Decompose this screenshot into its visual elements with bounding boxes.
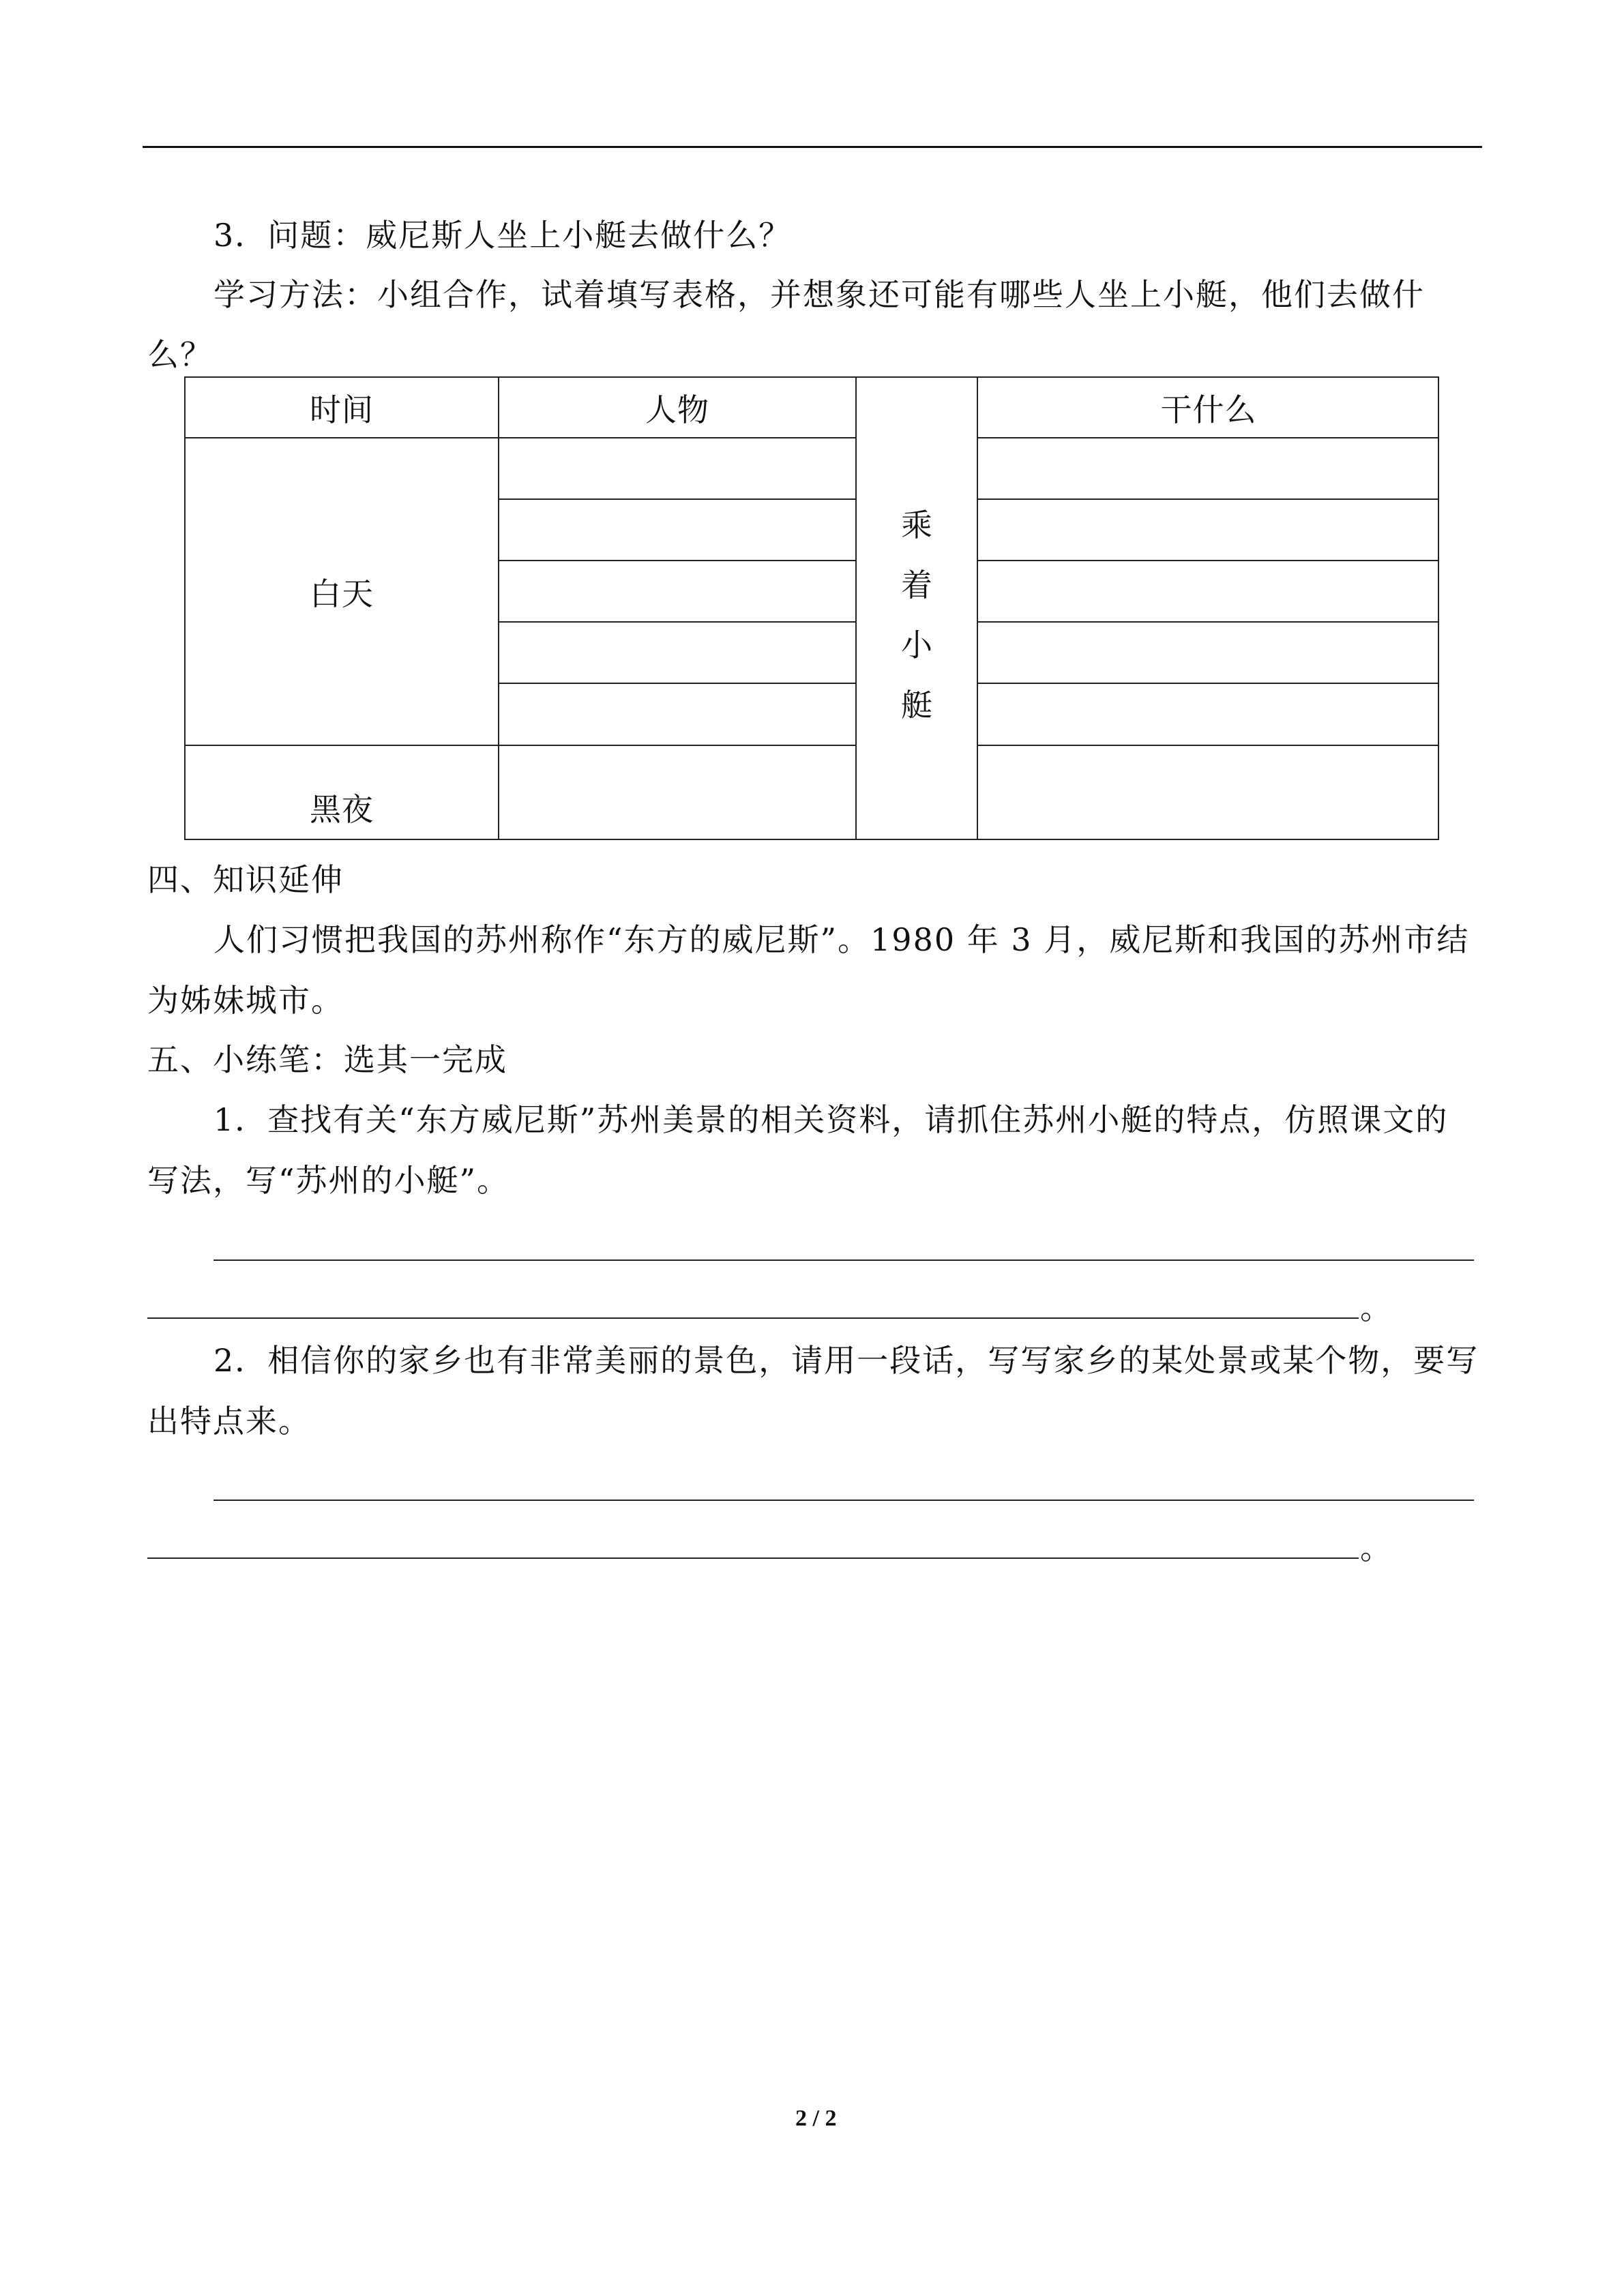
header-time: 时间: [310, 391, 374, 428]
table-vline: [977, 376, 978, 840]
table-hline: [977, 498, 1439, 500]
study-method-line1: 学习方法：小组合作，试着填写表格，并想象还可能有哪些人坐上小艇，他们去做什: [213, 276, 1425, 313]
header-rule: [143, 146, 1482, 148]
header-what: 干什么: [1160, 391, 1257, 428]
answer-line[interactable]: [147, 1317, 1359, 1319]
table-hline: [498, 621, 857, 623]
table-hline: [977, 560, 1439, 561]
answer-line[interactable]: [213, 1500, 1474, 1501]
middle-char: 艇: [901, 687, 932, 724]
table-hline: [977, 683, 1439, 684]
table-vline: [498, 376, 499, 840]
answer-line[interactable]: [147, 1557, 1359, 1559]
question-3: 3．问题：威尼斯人坐上小艇去做什么？: [213, 217, 792, 254]
header-person: 人物: [645, 391, 709, 428]
section-four-line2: 为姊妹城市。: [147, 982, 344, 1019]
study-method-line2: 么？: [147, 336, 213, 373]
section-four-heading: 四、知识延伸: [147, 861, 344, 898]
middle-char: 乘: [901, 507, 932, 543]
row-label-night: 黑夜: [310, 791, 374, 828]
task-1-line2: 写法，写“苏州的小艇”。: [147, 1162, 510, 1199]
task-2-line1: 2．相信你的家乡也有非常美丽的景色，请用一段话，写写家乡的某处景或某个物，要写: [213, 1342, 1479, 1379]
row-label-day: 白天: [310, 575, 374, 612]
middle-column-text: [857, 376, 977, 840]
section-four-line1: 人们习惯把我国的苏州称作“东方的威尼斯”。1980 年 3 月，威尼斯和我国的苏州市结: [213, 921, 1470, 958]
table-hline: [977, 437, 1439, 438]
table-hline: [498, 560, 857, 561]
answer-line[interactable]: [213, 1259, 1474, 1261]
task-2-line2: 出特点来。: [147, 1403, 311, 1440]
table-hline: [977, 745, 1439, 746]
table-hline: [977, 621, 1439, 623]
table-hline: [498, 683, 857, 684]
section-five-heading: 五、小练笔：选其一完成: [147, 1041, 507, 1078]
middle-char: 着: [901, 567, 932, 603]
period-mark: 。: [1360, 1289, 1393, 1326]
period-mark: 。: [1360, 1530, 1393, 1566]
page-number: 2 / 2: [795, 2106, 837, 2131]
table-hline: [498, 498, 857, 500]
middle-char: 小: [901, 627, 932, 664]
task-1-line1: 1．查找有关“东方威尼斯”苏州美景的相关资料，请抓住苏州小艇的特点，仿照课文的: [213, 1101, 1449, 1138]
